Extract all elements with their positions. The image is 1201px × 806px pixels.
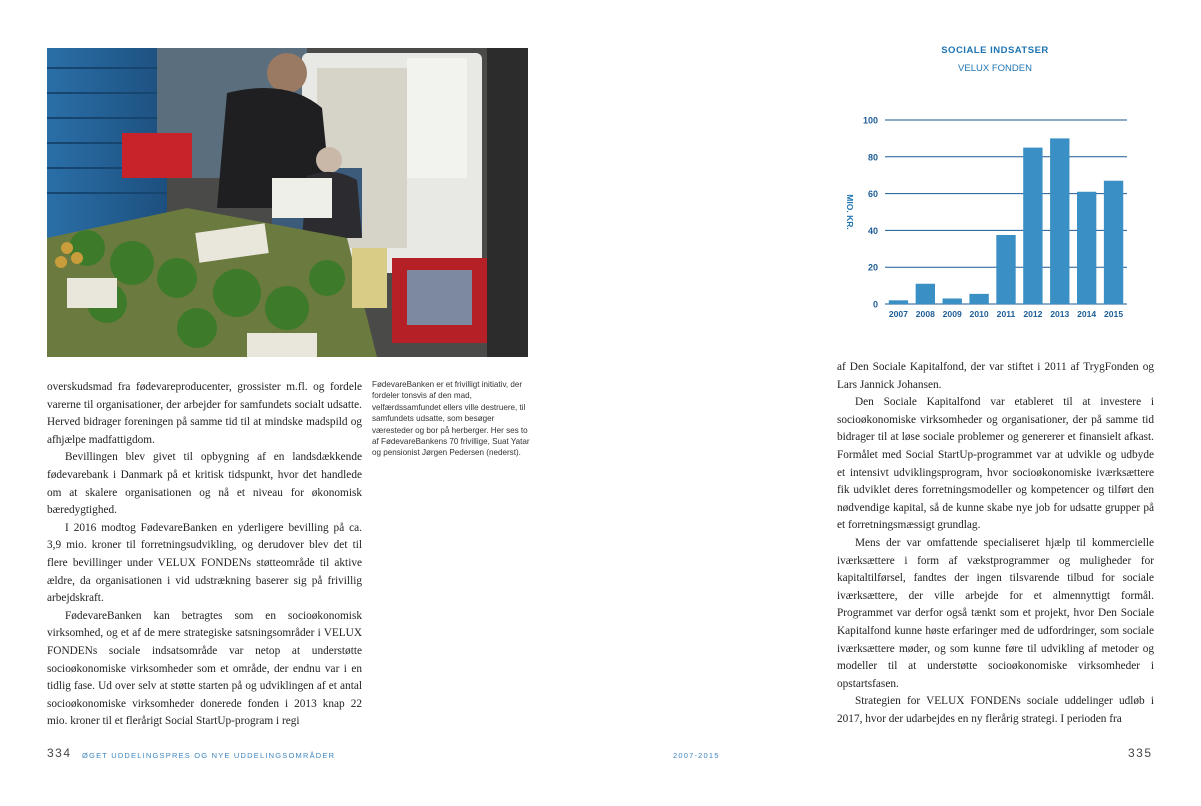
right-page-number: 335: [1128, 746, 1153, 760]
bar-2008: [916, 284, 935, 304]
left-page-number: 334: [47, 746, 72, 760]
x-tick-label: 2012: [1023, 309, 1043, 319]
bar-2009: [943, 298, 962, 304]
paragraph: Bevillingen blev givet til opbygning af en landsdækkende fødevarebank i Danmark på et kritisk tidspunkt, hvor det handlede om at skalere organisationen og nå et niveau for økonomisk bæredygtighed.: [47, 451, 362, 517]
x-tick-label: 2010: [969, 309, 989, 319]
bar-2010: [969, 294, 988, 304]
y-tick-label: 80: [867, 152, 878, 163]
paragraph: overskudsmad fra fødevareproducenter, grossister m.fl. og fordele varerne til organisationer, der arbejder for samfundets socialt udsatte. Herved bidrager foreningen på samme tid til at mindske madspild og afhjælpe madfattigdom.: [47, 381, 362, 446]
bar-2014: [1077, 192, 1096, 304]
x-tick-label: 2013: [1050, 309, 1070, 319]
bar-2007: [889, 300, 908, 304]
x-tick-label: 2008: [915, 309, 935, 319]
photo-illustration: [47, 48, 528, 357]
bar-2013: [1050, 138, 1069, 304]
x-tick-label: 2015: [1103, 309, 1124, 319]
photo-caption: FødevareBanken er et frivilligt initiativ, der fordeler tonsvis af den mad, velfærdssamfundet ellers ville destruere, til samfundets udsatte, som besøger væresteder og bor på herberger. Her ses to af FødevareBankens 70 frivillige, Suat Yatar og pensionist Jørgen Pedersen (nederst).: [372, 380, 530, 458]
y-axis-label: MIO. KR.: [845, 194, 855, 230]
paragraph: I 2016 modtog FødevareBanken en yderligere bevilling på ca. 3,9 mio. kroner til forretningsudvikling, og derudover blev det til flere bevillinger under VELUX FONDENs støtteområde til aktive ældre, da organisationen i vid udstrækning baserer sig på frivillig arbejdskraft.: [47, 521, 362, 605]
y-tick-label: 60: [867, 189, 878, 200]
y-tick-label: 0: [872, 299, 878, 310]
right-body-text: [837, 359, 1154, 728]
paragraph: af Den Sociale Kapitalfond, der var stiftet i 2011 af TrygFonden og Lars Jannick Johansen.: [837, 361, 1154, 391]
bar-2012: [1023, 148, 1042, 304]
paragraph: Strategien for VELUX FONDENs sociale uddelinger udløb i 2017, hvor der udarbejdes en ny flerårig strategi. I perioden fra: [837, 695, 1154, 725]
y-tick-label: 20: [867, 262, 878, 273]
chart-subtitle: VELUX FONDEN: [958, 63, 1032, 74]
paragraph: Mens der var omfattende specialiseret hjælp til kommercielle iværksættere i form af vækstprogrammer og muligheder for kapitaltilførsel, fandtes der ingen tilsvarende tilbud for sociale iværksættere, der ville arbejde for et almennyttigt formål. Programmet var derfor også tænkt som et projekt, hvor Den Sociale Kapitalfond kunne høste erfaringer med de udfordringer, som sociale iværksættere møder, og som kunne føre til udvikling af metoder og modeller til at understøtte socioøkonomiske virksomheder i opstartsfasen.: [837, 536, 1154, 690]
bar-chart: [830, 105, 1150, 335]
x-tick-label: 2011: [996, 309, 1016, 319]
y-tick-label: 40: [867, 225, 878, 236]
bar-2011: [996, 235, 1015, 304]
x-tick-label: 2007: [888, 309, 909, 319]
bar-2015: [1104, 181, 1123, 304]
chapter-title: ØGET UDDELINGSPRES OG NYE UDDELINGSOMRÅDER: [82, 751, 336, 760]
paragraph: Den Sociale Kapitalfond var etableret til at investere i socioøkonomiske virksomheder og organisationer, der på samme tid bidrager til at løse sociale problemer og genererer et finansielt afkast. Formålet med Social StartUp-programmet var at udvikle og udbyde et intensivt udviklingsprogram, hvor socioøkonomiske iværksættere fik udviklet deres forretningsmodeller og kompetencer og tilført den nødvendige kapital, så de kunne skabe nye job for udsatte grupper på et forretningsmæssigt grundlag.: [837, 396, 1154, 532]
period-label: 2007-2015: [673, 751, 720, 760]
photo-foodbank-volunteers: [47, 48, 528, 357]
chart-title: SOCIALE INDSATSER: [941, 45, 1049, 56]
x-tick-label: 2014: [1077, 309, 1097, 319]
y-tick-label: 100: [862, 115, 878, 126]
left-body-text: [47, 379, 362, 731]
paragraph: FødevareBanken kan betragtes som en socioøkonomisk virksomhed, og et af de mere strategiske satsningsområder i VELUX FONDENs sociale indsatsområde var netop at understøtte socioøkonomiske virksomheder som et område, der endnu var i en tidlig fase. Ud over selv at støtte starten på og udviklingen af et antal socioøkonomiske virksomheder donerede fonden i 2013 knap 22 mio. kroner til et flerårigt Social StartUp-program i regi: [47, 609, 362, 728]
x-tick-label: 2009: [942, 309, 962, 319]
